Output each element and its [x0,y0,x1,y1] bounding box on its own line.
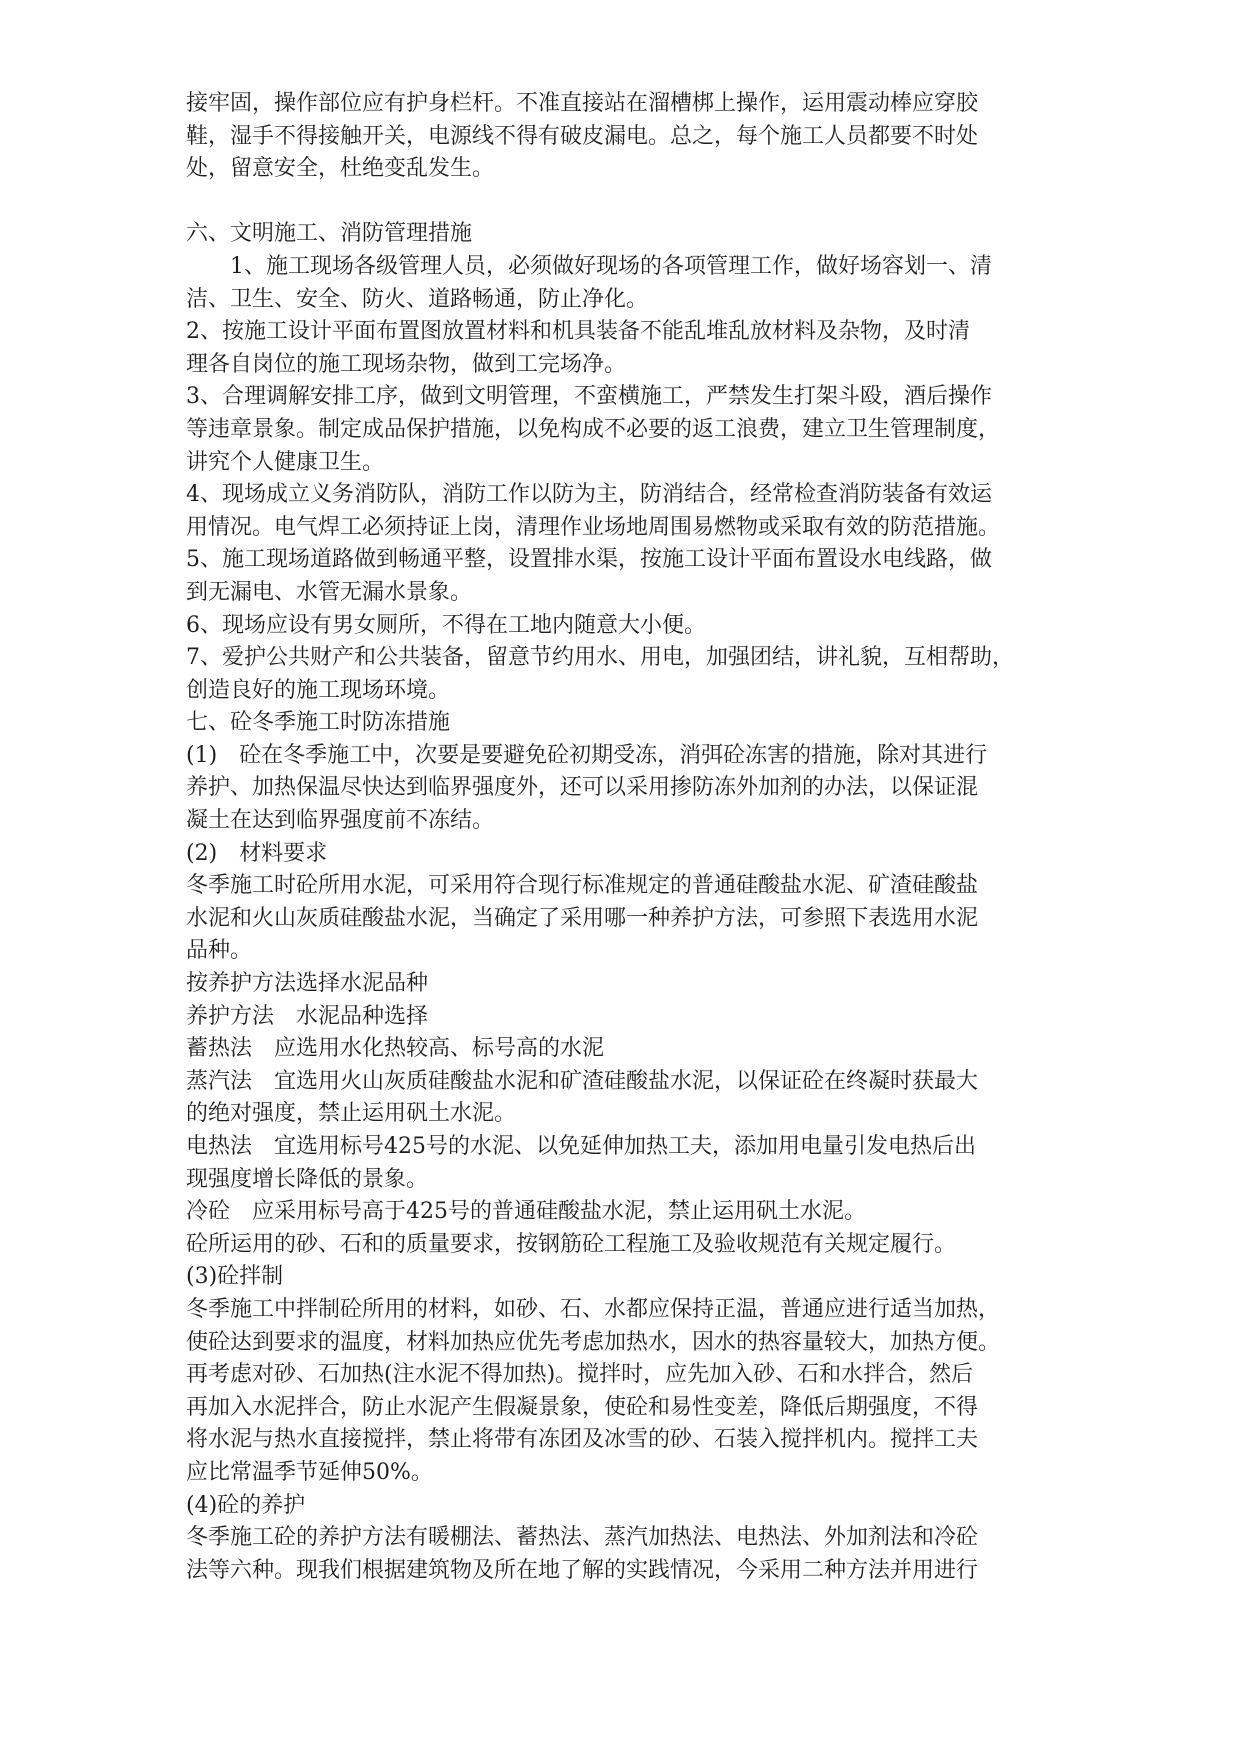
text-line: 应比常温季节延伸50%。 [186,1459,433,1485]
table-header: 养护方法 水泥品种选择 [186,1003,429,1029]
text-line: 3、合理调解安排工序，做到文明管理，不蛮横施工，严禁发生打架斗殴，酒后操作 [186,384,992,410]
text-line: 7、爱护公共财产和公共装备，留意节约用水、用电，加强团结，讲礼貌，互相帮助， [186,645,1014,671]
text-line: 接牢固，操作部位应有护身栏杆。不准直接站在溜槽梆上操作，运用震动棒应穿胶 [186,91,979,116]
table-caption: 按养护方法选择水泥品种 [186,971,429,997]
section-heading: 七、砼冬季施工时防冻措施 [186,710,451,736]
table-row: 蒸汽法 宜选用火山灰质硅酸盐水泥和矿渣硅酸盐水泥，以保证砼在终凝时获最大 [186,1068,979,1094]
text-line: 4、现场成立义务消防队，消防工作以防为主，防消结合，经常检查消防装备有效运 [186,482,992,508]
text-line: 凝土在达到临界强度前不冻结。 [186,808,495,834]
text-line: 用情况。电气焊工必须持证上岗，清理作业场地周围易燃物或采取有效的防范措施。 [186,514,1001,540]
text-line: 到无漏电、水管无漏水景象。 [186,579,473,605]
blank-line [186,186,1086,219]
section-heading: 六、文明施工、消防管理措施 [186,221,473,247]
text-line: 冬季施工时砼所用水泥，可采用符合现行标准规定的普通硅酸盐水泥、矿渣硅酸盐 [186,873,979,899]
text-line: 养护、加热保温尽快达到临界强度外，还可以采用掺防冻外加剂的办法，以保证混 [186,775,979,801]
table-row: 蓄热法 应选用水化热较高、标号高的水泥 [186,1036,605,1062]
subheading: (3)砼拌制 [186,1264,284,1290]
text-line: 将水泥与热水直接搅拌，禁止将带有冻团及冰雪的砂、石装入搅拌机内。搅拌工夫 [186,1427,979,1453]
text-line: 冬季施工中拌制砼所用的材料，如砂、石、水都应保持正温，普通应进行适当加热， [186,1296,1001,1322]
text-line: 再考虑对砂、石加热(注水泥不得加热)。搅拌时，应先加入砂、石和水拌合，然后 [186,1362,974,1388]
text-line: 品种。 [186,938,253,964]
text-line: (1) 砼在冬季施工中，次要是要避免砼初期受冻，消弭砼冻害的措施，除对其进行 [186,742,988,768]
table-row: 的绝对强度，禁止运用矾土水泥。 [186,1101,517,1127]
text-line: 理各自岗位的施工现场杂物，做到工完场净。 [186,351,627,377]
text-line: 2、按施工设计平面布置图放置材料和机具装备不能乱堆乱放材料及杂物，及时清 [186,319,970,345]
text-line: 6、现场应设有男女厕所，不得在工地内随意大小便。 [186,612,706,638]
text-line: 讲究个人健康卫生。 [186,449,385,475]
text-line: 5、施工现场道路做到畅通平整，设置排水渠，按施工设计平面布置设水电线路，做 [186,547,992,573]
text-line: 1、施工现场各级管理人员，必须做好现场的各项管理工作，做好场容划一、清 [230,253,992,279]
text-line: 砼所运用的砂、石和的质量要求，按钢筋砼工程施工及验收规范有关规定履行。 [186,1231,957,1257]
text-line: 法等六种。现我们根据建筑物及所在地了解的实践情况，今采用二种方法并用进行 [186,1557,979,1583]
text-line: 使砼达到要求的温度，材料加热应优先考虑加热水，因水的热容量较大，加热方便。 [186,1329,1001,1355]
text-line: 等违章景象。制定成品保护措施，以免构成不必要的返工浪费，建立卫生管理制度， [186,416,1001,442]
table-row: 电热法 宜选用标号425号的水泥、以免延伸加热工夫，添加用电量引发电热后出 [186,1134,976,1159]
text-line: 再加入水泥拌合，防止水泥产生假凝景象，使砼和易性变差，降低后期强度，不得 [186,1394,979,1420]
text-line: 水泥和火山灰质硅酸盐水泥，当确定了采用哪一种养护方法，可参照下表选用水泥 [186,905,979,931]
table-row: 现强度增长降低的景象。 [186,1166,429,1192]
text-line: 洁、卫生、安全、防火、道路畅通，防止净化。 [186,286,649,312]
text-line: 冬季施工砼的养护方法有暖棚法、蓄热法、蒸汽加热法、电热法、外加剂法和冷砼 [186,1525,979,1551]
subheading: (4)砼的养护 [186,1492,306,1518]
subheading: (2) 材料要求 [186,840,328,866]
text-line: 鞋，湿手不得接触开关，电源线不得有破皮漏电。总之，每个施工人员都要不时处 [186,123,979,149]
text-line: 处，留意安全，杜绝变乱发生。 [186,156,495,182]
table-row: 冷砼 应采用标号高于425号的普通硅酸盐水泥，禁止运用矾土水泥。 [186,1199,866,1225]
document-page [186,88,1086,1587]
text-line: 创造良好的施工现场环境。 [186,677,451,703]
